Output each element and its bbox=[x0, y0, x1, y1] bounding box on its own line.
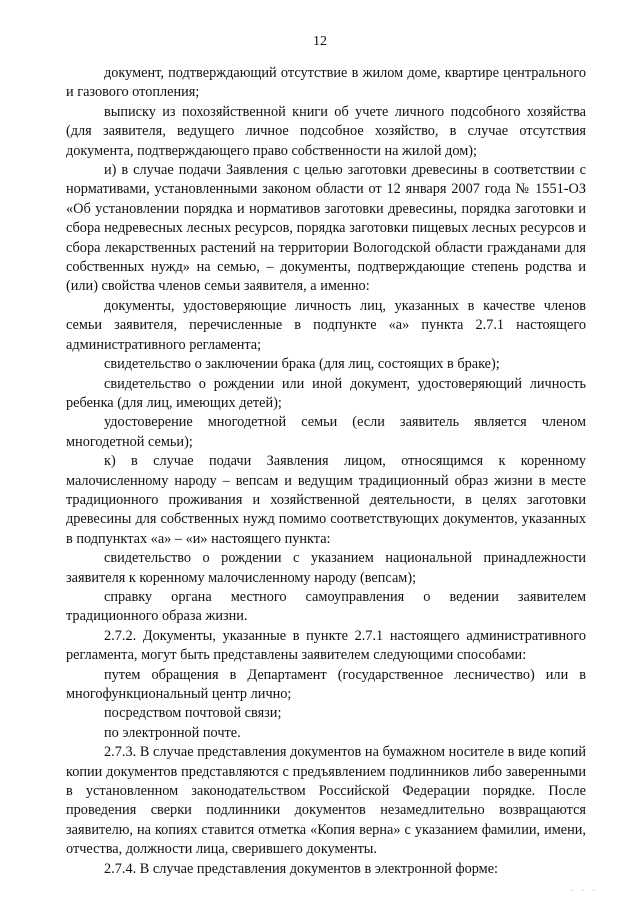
paragraph: и) в случае подачи Заявления с целью заготовки древесины в соответствии с нормативами, установленными законом области от 12 января 2007 года № 1551-ОЗ «Об установлении порядка и нормативов заготовки древесины, порядка заготовки и сбора недревесных лесных ресурсов, порядка заготовки пищевых лесных ресурсов и сбора лекарственных растений на территории Вологодской области гражданами для собственных нужд» на семью, – документы, подтверждающие степень родства и (или) свойства членов семьи заявителя, а именно: bbox=[66, 162, 586, 295]
paragraph: по электронной почте. bbox=[104, 724, 241, 741]
paragraph: 2.7.2. Документы, указанные в пункте 2.7.1 настоящего административного регламента, могут быть представлены заявителем следующими способами: bbox=[66, 627, 586, 664]
paragraph: документ, подтверждающий отсутствие в жилом доме, квартире центрального и газового отопления; bbox=[66, 65, 586, 101]
paragraph: путем обращения в Департамент (государственное лесничество) или в многофункциональный центр лично; bbox=[66, 666, 586, 702]
paragraph: 2.7.4. В случае представления документов в электронной форме: bbox=[104, 860, 499, 877]
paragraph: свидетельство о заключении брака (для лиц, состоящих в браке); bbox=[104, 356, 500, 373]
paragraph: свидетельство о рождении с указанием национальной принадлежности заявителя к коренному малочисленному народу (вепсам); bbox=[66, 550, 586, 586]
paragraph: свидетельство о рождении или иной документ, удостоверяющий личность ребенка (для лиц, имеющих детей); bbox=[66, 375, 586, 411]
paragraph: документы, удостоверяющие личность лиц, указанных в качестве членов семьи заявителя, перечисленные в подпункте «а» пункта 2.7.1 настоящего административного регламента; bbox=[66, 297, 586, 353]
paragraph: к) в случае подачи Заявления лицом, относящимся к коренному малочисленному народу – вепсам и ведущим традиционный образ жизни в месте традиционного проживания и хозяйственной деятельности, в целях заготовки древесины для собственных нужд помимо соответствующих документов, указанных в подпунктах «а» – «и» настоящего пункта: bbox=[66, 453, 586, 547]
paragraph: 2.7.3. В случае представления документов на бумажном носителе в виде копий копии документов представляются с предъявлением подлинников либо заверенными в установленном законодательством Российской Федерации порядке. После проведения сверки подлинники документов незамедлительно возвращаются заявителю, на копиях ставится отметка «Копия верна» с указанием фамилии, имени, отчества, должности лица, сверившего документы. bbox=[66, 744, 586, 858]
scan-artifact-mark: · · · bbox=[571, 886, 598, 895]
paragraph: справку органа местного самоуправления о ведении заявителем традиционного образа жизни. bbox=[66, 588, 586, 625]
document-body bbox=[66, 64, 586, 879]
paragraph: посредством почтовой связи; bbox=[104, 705, 282, 722]
page-number: 12 bbox=[313, 34, 327, 49]
paragraph: выписку из похозяйственной книги об учете личного подсобного хозяйства (для заявителя, ведущего личное подсобное хозяйство, в случае отсутствия документа, подтверждающего право собственности на жилой дом); bbox=[66, 103, 586, 159]
paragraph: удостоверение многодетной семьи (если заявитель является членом многодетной семьи); bbox=[66, 414, 586, 450]
